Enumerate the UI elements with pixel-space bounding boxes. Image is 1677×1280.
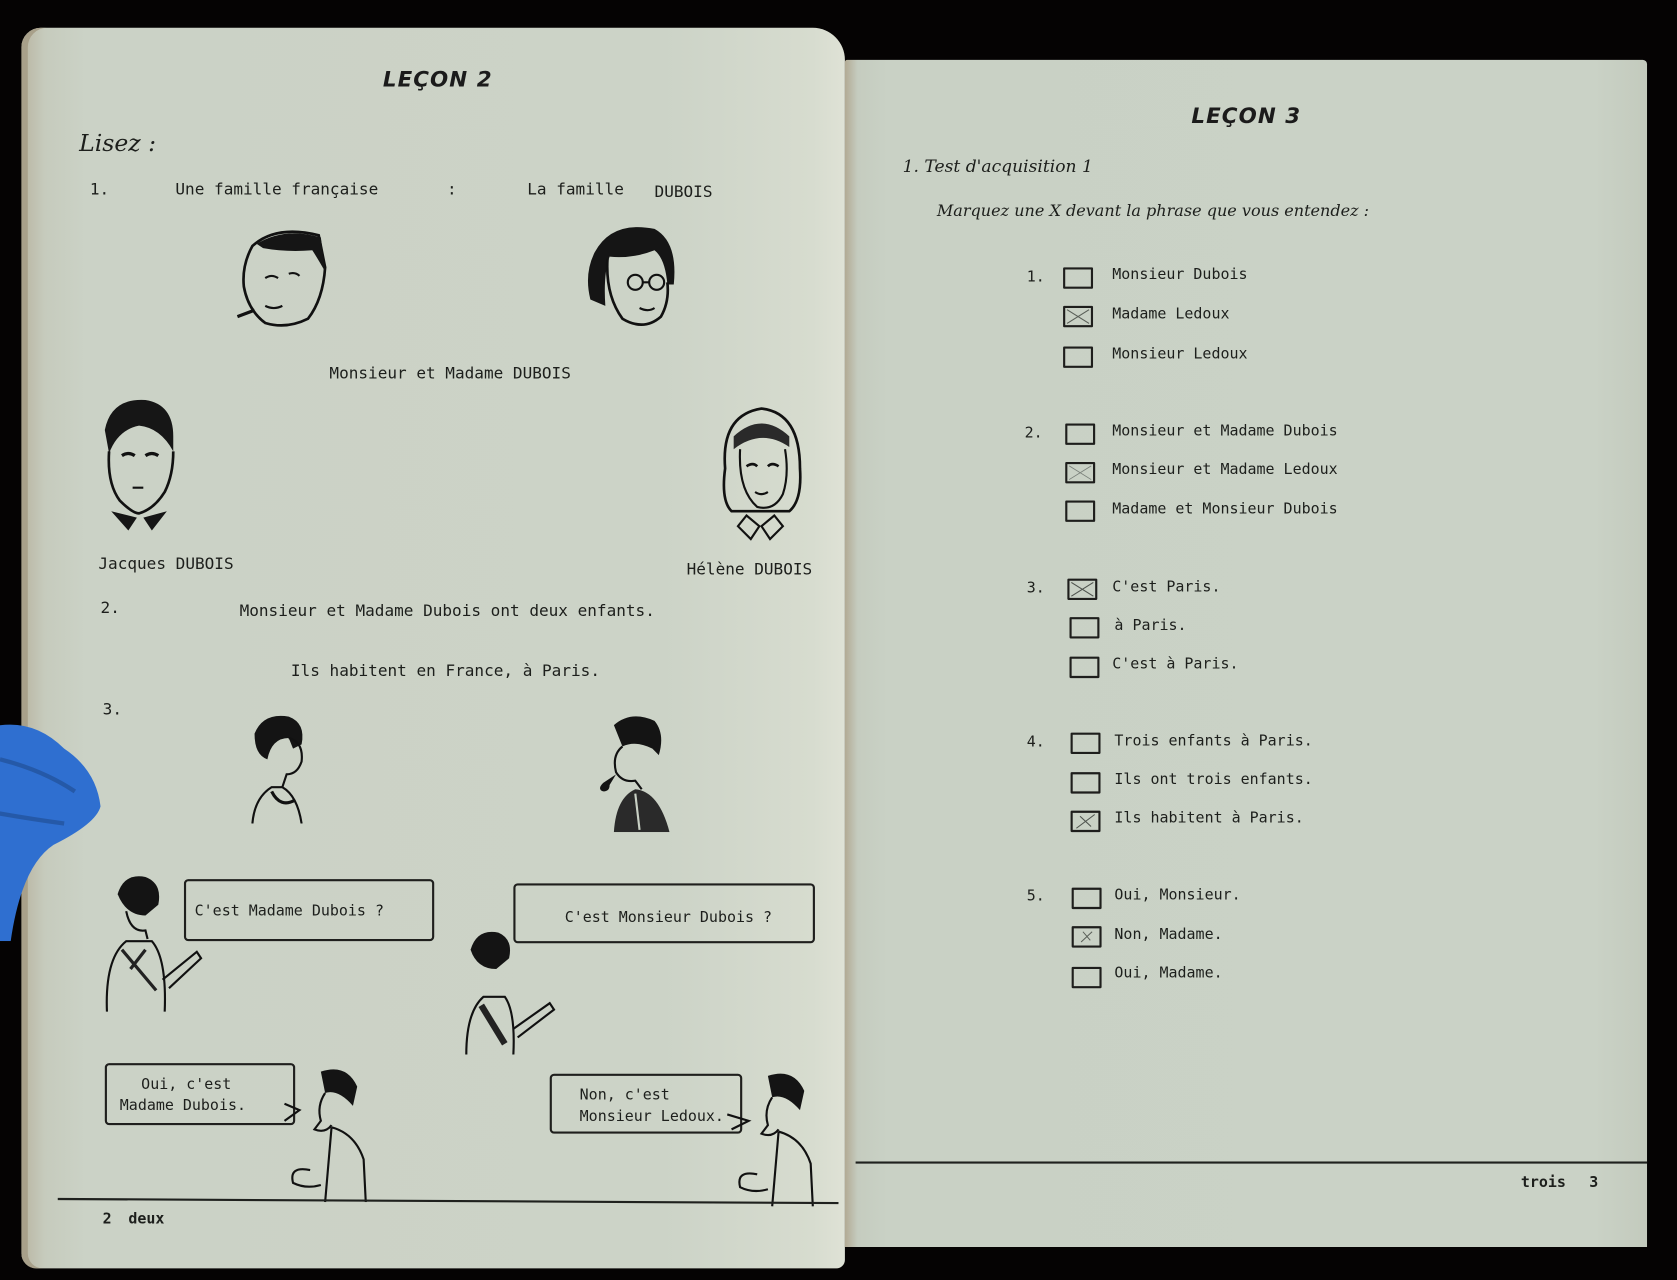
q2-option-1-checkbox[interactable]	[1065, 424, 1095, 445]
q3-option-2-label: à Paris.	[1114, 617, 1187, 635]
woman-profile-illustration	[246, 712, 314, 823]
man-answer-illustration-1	[278, 1063, 374, 1202]
q4-option-3-checkbox[interactable]	[1071, 811, 1101, 832]
man-pipe-illustration	[593, 712, 674, 832]
speech-bubble-2-text: C'est Monsieur Dubois ?	[564, 909, 773, 927]
q4-option-1-checkbox[interactable]	[1071, 733, 1101, 754]
q5-option-3-label: Oui, Madame.	[1114, 964, 1223, 982]
q2-option-1-label: Monsieur et Madame Dubois	[1112, 422, 1338, 440]
q4-option-3-label: Ils habitent à Paris.	[1114, 809, 1304, 827]
speech-bubble-1-text: C'est Madame Dubois ?	[194, 902, 384, 920]
section-1-number: 1.	[89, 179, 110, 199]
q4-option-1-label: Trois enfants à Paris.	[1114, 732, 1313, 750]
left-page-number: 2	[102, 1210, 112, 1228]
q5-option-1-checkbox[interactable]	[1072, 888, 1102, 909]
lesson-3-title: LEÇON 3	[1191, 102, 1302, 129]
q5-option-2-checkbox[interactable]	[1072, 926, 1102, 947]
speech-bubble-4	[550, 1074, 743, 1134]
blue-glove-thumb	[0, 717, 118, 942]
right-page-word: trois	[1520, 1174, 1566, 1192]
colon-separator: :	[447, 179, 457, 199]
q1-option-2-checkbox[interactable]	[1063, 306, 1093, 327]
q2-option-3-label: Madame et Monsieur Dubois	[1112, 500, 1338, 518]
q5-option-1-label: Oui, Monsieur.	[1114, 886, 1241, 904]
q1-option-1-checkbox[interactable]	[1063, 267, 1093, 288]
left-page	[21, 28, 845, 1269]
man-answer-illustration-2	[725, 1067, 821, 1206]
question-2-number: 2.	[1024, 424, 1043, 442]
question-3-number: 3.	[1026, 579, 1045, 597]
question-4-number: 4.	[1026, 733, 1045, 751]
speech-bubble-3-line-1: Oui, c'est	[141, 1075, 232, 1094]
la-famille-text: La famille	[527, 179, 624, 199]
dubois-name: DUBOIS	[654, 181, 713, 202]
q5-option-2-label: Non, Madame.	[1114, 926, 1223, 944]
left-page-word: deux	[128, 1210, 165, 1228]
speech-bubble-3	[105, 1063, 295, 1125]
speech-bubble-2	[513, 883, 815, 943]
q1-option-1-label: Monsieur Dubois	[1112, 266, 1248, 284]
une-famille-text: Une famille française	[175, 179, 379, 199]
q2-option-3-checkbox[interactable]	[1065, 501, 1095, 522]
lesson-2-title: LEÇON 2	[382, 66, 493, 92]
daughter-face-illustration	[714, 404, 806, 543]
woman-pointing-illustration-2	[458, 926, 565, 1054]
q3-option-3-checkbox[interactable]	[1070, 657, 1100, 678]
test-instruction: Marquez une X devant la phrase que vous entendez :	[936, 201, 1370, 221]
speech-bubble-3-line-2: Madame Dubois.	[119, 1097, 247, 1115]
son-face-illustration	[96, 398, 182, 531]
q2-option-2-label: Monsieur et Madame Ledoux	[1112, 460, 1338, 479]
question-1-number: 1.	[1026, 268, 1045, 286]
q4-option-2-checkbox[interactable]	[1071, 772, 1101, 793]
section-2-number: 2.	[100, 597, 120, 618]
left-footer-rule	[58, 1198, 839, 1204]
section-3-number: 3.	[102, 699, 122, 719]
q1-option-3-checkbox[interactable]	[1063, 347, 1093, 368]
right-page-number: 3	[1589, 1174, 1599, 1192]
q3-option-3-label: C'est à Paris.	[1112, 655, 1239, 673]
helene-caption: Hélène DUBOIS	[686, 559, 813, 579]
parents-caption: Monsieur et Madame DUBOIS	[329, 363, 571, 383]
section-2-line-2: Ils habitent en France, à Paris.	[290, 660, 600, 681]
right-footer-rule	[856, 1161, 1647, 1163]
q3-option-2-checkbox[interactable]	[1070, 617, 1100, 638]
q1-option-3-label: Monsieur Ledoux	[1112, 345, 1248, 363]
q3-option-1-label: C'est Paris.	[1112, 578, 1221, 596]
speech-bubble-4-line-1: Non, c'est	[579, 1086, 670, 1104]
right-page	[845, 60, 1647, 1247]
test-heading: 1. Test d'acquisition 1	[902, 156, 1093, 177]
q5-option-3-checkbox[interactable]	[1072, 967, 1102, 988]
q2-option-2-checkbox[interactable]	[1065, 462, 1095, 483]
speech-bubble-4-line-2: Monsieur Ledoux.	[579, 1108, 724, 1126]
mother-face-illustration	[580, 220, 678, 338]
father-face-illustration	[233, 225, 334, 332]
section-2-line-1: Monsieur et Madame Dubois ont deux enfants.	[239, 601, 655, 621]
speech-bubble-1	[184, 879, 434, 941]
question-5-number: 5.	[1026, 887, 1045, 905]
q4-option-2-label: Ils ont trois enfants.	[1114, 771, 1313, 789]
q3-option-1-checkbox[interactable]	[1067, 579, 1097, 600]
lisez-instruction: Lisez :	[79, 130, 157, 158]
q1-option-2-label: Madame Ledoux	[1112, 305, 1230, 323]
jacques-caption: Jacques DUBOIS	[98, 554, 234, 574]
